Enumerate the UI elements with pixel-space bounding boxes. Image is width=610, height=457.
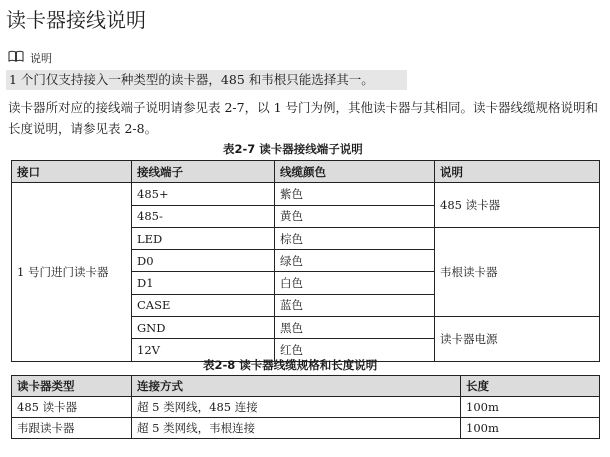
table-header-row — [12, 376, 600, 397]
table-header-row — [12, 161, 600, 183]
terminal-table — [11, 160, 600, 362]
note-header — [8, 48, 52, 67]
table-row — [12, 418, 600, 439]
page-title: 读卡器接线说明 — [6, 8, 146, 32]
header-length: 长度 — [461, 376, 600, 397]
description-cell: 韦根读卡器 — [435, 227, 600, 316]
description-cell: 读卡器电源 — [435, 317, 600, 362]
length-cell: 100m — [461, 418, 600, 439]
terminal-cell: D0 — [132, 250, 275, 272]
description-cell: 485 读卡器 — [435, 183, 600, 228]
terminal-cell: CASE — [132, 294, 275, 316]
table1-caption: 表2-7 读卡器接线端子说明 — [223, 142, 363, 156]
note-text: 1 个门仅支持接入一种类型的读卡器，485 和韦根只能选择其一。 — [6, 70, 407, 90]
color-cell: 白色 — [275, 272, 435, 294]
header-interface: 接口 — [12, 161, 132, 183]
connection-cell: 超 5 类网线，韦根连接 — [132, 418, 461, 439]
length-cell: 100m — [461, 397, 600, 418]
color-cell: 红色 — [275, 339, 435, 361]
table2-caption: 表2-8 读卡器线缆规格和长度说明 — [203, 358, 378, 372]
terminal-cell: 485+ — [132, 183, 275, 205]
terminal-cell: D1 — [132, 272, 275, 294]
terminal-cell: 485- — [132, 205, 275, 227]
header-description: 说明 — [435, 161, 600, 183]
header-reader-type: 读卡器类型 — [12, 376, 132, 397]
color-cell: 绿色 — [275, 250, 435, 272]
interface-cell: 1 号门进门读卡器 — [12, 183, 132, 361]
color-cell: 棕色 — [275, 227, 435, 249]
color-cell: 蓝色 — [275, 294, 435, 316]
terminal-cell: GND — [132, 317, 275, 339]
reader-type-cell: 韦跟读卡器 — [12, 418, 132, 439]
reader-type-cell: 485 读卡器 — [12, 397, 132, 418]
color-cell: 黄色 — [275, 205, 435, 227]
terminal-cell: 12V — [132, 339, 275, 361]
color-cell: 黑色 — [275, 317, 435, 339]
terminal-cell: LED — [132, 227, 275, 249]
book-icon — [8, 48, 24, 67]
cable-spec-table — [11, 375, 600, 439]
header-color: 线缆颜色 — [275, 161, 435, 183]
connection-cell: 超 5 类网线，485 连接 — [132, 397, 461, 418]
header-connection: 连接方式 — [132, 376, 461, 397]
note-label: 说明 — [30, 51, 52, 65]
body-paragraph: 读卡器所对应的接线端子说明请参见表 2-7，以 1 号门为例，其他读卡器与其相同。读卡器线缆规格说明和长度说明，请参见表 2-8。 — [8, 100, 599, 136]
table-row — [12, 183, 600, 205]
table-row — [12, 397, 600, 418]
color-cell: 紫色 — [275, 183, 435, 205]
header-terminal: 接线端子 — [132, 161, 275, 183]
